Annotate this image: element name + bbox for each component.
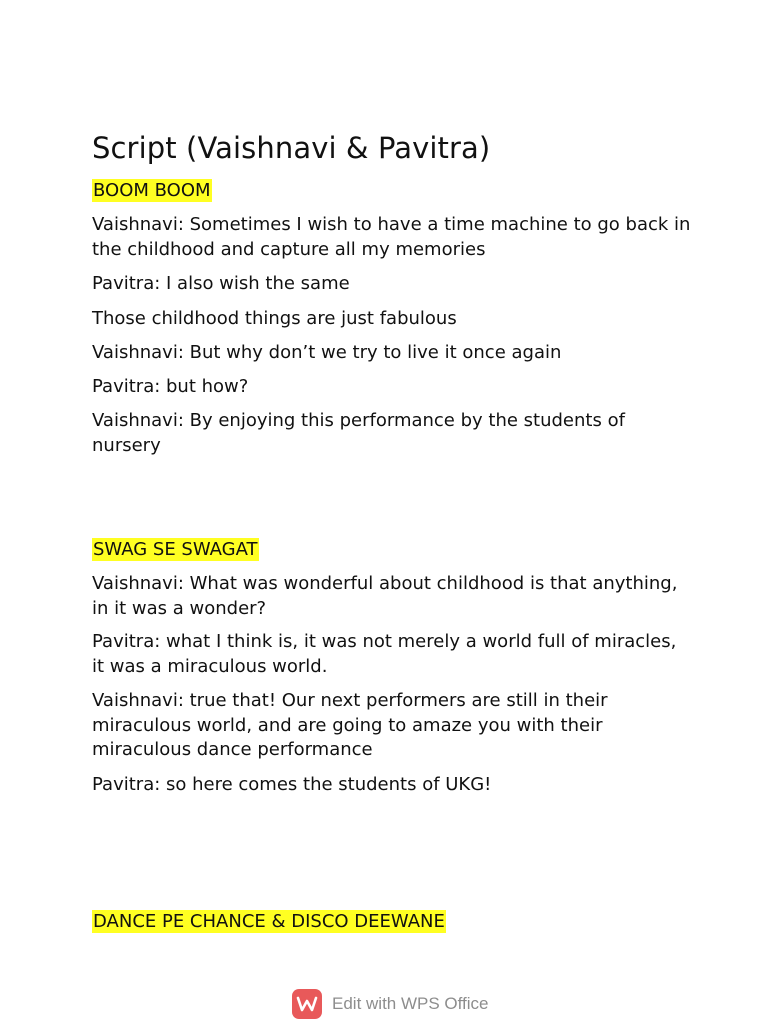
section-heading-text: DANCE PE CHANCE & DISCO DEEWANE	[93, 911, 445, 932]
wps-edit-label: Edit with WPS Office	[332, 994, 489, 1013]
script-line: Pavitra: so here comes the students of UKG!	[92, 774, 492, 795]
wps-office-icon	[292, 989, 322, 1019]
section-heading-text: SWAG SE SWAGAT	[93, 539, 258, 560]
section-heading-dance-pe-chance	[92, 910, 446, 934]
section-heading-boom-boom	[92, 179, 212, 203]
section-heading-swag-se-swagat	[92, 538, 259, 562]
script-line: Those childhood things are just fabulous	[92, 308, 457, 329]
script-line: Vaishnavi: By enjoying this performance by the students of nursery	[92, 410, 625, 456]
document-title: Script (Vaishnavi & Pavitra)	[92, 131, 491, 165]
script-line: Pavitra: what I think is, it was not merely a world full of miracles, it was a miraculous world.	[92, 631, 677, 677]
script-line: Vaishnavi: true that! Our next performers are still in their miraculous world, and are going to amaze you with their miraculous dance performance	[92, 690, 608, 760]
wps-edit-footer[interactable]	[292, 988, 489, 1020]
script-line: Vaishnavi: What was wonderful about childhood is that anything, in it was a wonder?	[92, 573, 678, 619]
script-line: Vaishnavi: Sometimes I wish to have a time machine to go back in the childhood and capture all my memories	[92, 214, 691, 260]
script-line: Pavitra: I also wish the same	[92, 273, 350, 294]
script-line: Vaishnavi: But why don’t we try to live it once again	[92, 342, 562, 363]
section-heading-text: BOOM BOOM	[93, 180, 211, 201]
script-line: Pavitra: but how?	[92, 376, 249, 397]
